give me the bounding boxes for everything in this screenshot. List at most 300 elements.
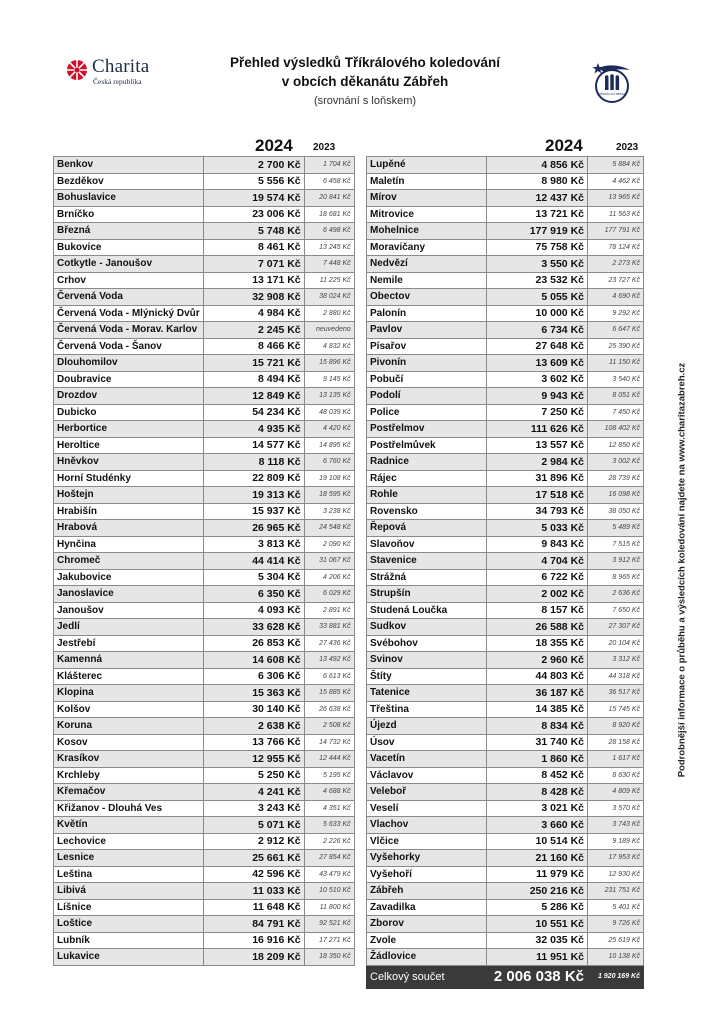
amount-2023: 20 841 Kč	[304, 190, 354, 207]
municipality-name: Janoslavice	[54, 586, 204, 603]
amount-2024: 7 071 Kč	[203, 256, 304, 273]
table-row	[54, 371, 355, 388]
amount-2024: 8 980 Kč	[487, 173, 588, 190]
amount-2024: 4 093 Kč	[203, 602, 304, 619]
amount-2023: 28 158 Kč	[588, 734, 644, 751]
table-row	[367, 817, 644, 834]
amount-2023: 13 245 Kč	[304, 239, 354, 256]
municipality-name: Janoušov	[54, 602, 204, 619]
municipality-name: Březná	[54, 223, 204, 240]
amount-2023: 23 727 Kč	[588, 272, 644, 289]
table-row	[54, 223, 355, 240]
amount-2023: 16 098 Kč	[588, 487, 644, 504]
amount-2024: 8 157 Kč	[487, 602, 588, 619]
table-row	[367, 784, 644, 801]
amount-2024: 3 243 Kč	[203, 800, 304, 817]
total-2023: 1 920 169 Kč	[588, 965, 644, 988]
amount-2023: 3 002 Kč	[588, 454, 644, 471]
amount-2024: 2 912 Kč	[203, 833, 304, 850]
municipality-name: Zavadilka	[367, 899, 487, 916]
amount-2024: 6 306 Kč	[203, 668, 304, 685]
table-row	[367, 223, 644, 240]
table-row	[367, 602, 644, 619]
municipality-name: Bohuslavice	[54, 190, 204, 207]
amount-2024: 31 896 Kč	[487, 470, 588, 487]
amount-2023: 48 039 Kč	[304, 404, 354, 421]
municipality-name: Hrabová	[54, 520, 204, 537]
charita-logo	[66, 56, 156, 96]
municipality-name: Křemačov	[54, 784, 204, 801]
table-row	[367, 767, 644, 784]
amount-2023: 12 444 Kč	[304, 751, 354, 768]
amount-2024: 19 313 Kč	[203, 487, 304, 504]
amount-2023: 4 688 Kč	[304, 784, 354, 801]
amount-2023: 31 067 Kč	[304, 553, 354, 570]
amount-2024: 250 216 Kč	[487, 883, 588, 900]
table-row	[54, 602, 355, 619]
table-row	[54, 685, 355, 702]
amount-2024: 18 209 Kč	[203, 949, 304, 966]
total-label: Celkový součet	[367, 965, 487, 988]
trikralova-sbirka-seal-icon	[590, 60, 634, 104]
municipality-name: Krchleby	[54, 767, 204, 784]
table-row	[54, 701, 355, 718]
charita-logo-name: Charita	[92, 56, 150, 77]
municipality-name: Pobučí	[367, 371, 487, 388]
table-row	[54, 635, 355, 652]
municipality-name: Vlachov	[367, 817, 487, 834]
table-row	[54, 767, 355, 784]
amount-2023: 6 613 Kč	[304, 668, 354, 685]
amount-2023: 11 563 Kč	[588, 206, 644, 223]
table-row	[367, 173, 644, 190]
table-row	[54, 454, 355, 471]
municipality-name: Štíty	[367, 668, 487, 685]
amount-2023: 7 450 Kč	[588, 404, 644, 421]
table-row	[54, 520, 355, 537]
table-row	[54, 305, 355, 322]
municipality-name: Pivonín	[367, 355, 487, 372]
amount-2024: 13 171 Kč	[203, 272, 304, 289]
table-row	[367, 256, 644, 273]
table-row	[367, 668, 644, 685]
table-row	[54, 322, 355, 339]
right-year-current-header: 2024	[545, 136, 583, 155]
municipality-name: Dlouhomilov	[54, 355, 204, 372]
amount-2023: 14 895 Kč	[304, 437, 354, 454]
amount-2024: 31 740 Kč	[487, 734, 588, 751]
table-row	[367, 850, 644, 867]
amount-2024: 21 160 Kč	[487, 850, 588, 867]
municipality-name: Zábřeh	[367, 883, 487, 900]
amount-2024: 8 428 Kč	[487, 784, 588, 801]
amount-2024: 5 748 Kč	[203, 223, 304, 240]
amount-2023: 2 226 Kč	[304, 833, 354, 850]
amount-2023: 33 881 Kč	[304, 619, 354, 636]
amount-2024: 54 234 Kč	[203, 404, 304, 421]
amount-2024: 2 960 Kč	[487, 652, 588, 669]
municipality-name: Obectov	[367, 289, 487, 306]
table-row	[367, 437, 644, 454]
amount-2023: 44 318 Kč	[588, 668, 644, 685]
municipality-name: Rájec	[367, 470, 487, 487]
amount-2024: 5 055 Kč	[487, 289, 588, 306]
amount-2023: 6 029 Kč	[304, 586, 354, 603]
table-row	[54, 784, 355, 801]
amount-2024: 5 556 Kč	[203, 173, 304, 190]
table-row	[54, 239, 355, 256]
amount-2024: 4 984 Kč	[203, 305, 304, 322]
amount-2023: 5 401 Kč	[588, 899, 644, 916]
amount-2023: 6 760 Kč	[304, 454, 354, 471]
table-row	[367, 470, 644, 487]
amount-2023: 92 521 Kč	[304, 916, 354, 933]
amount-2023: 3 238 Kč	[304, 503, 354, 520]
amount-2023: 19 108 Kč	[304, 470, 354, 487]
amount-2023: 4 462 Kč	[588, 173, 644, 190]
amount-2023: 9 292 Kč	[588, 305, 644, 322]
amount-2024: 3 813 Kč	[203, 536, 304, 553]
amount-2023: 27 854 Kč	[304, 850, 354, 867]
amount-2024: 8 494 Kč	[203, 371, 304, 388]
amount-2023: 2 880 Kč	[304, 305, 354, 322]
amount-2023: 18 595 Kč	[304, 487, 354, 504]
amount-2024: 2 700 Kč	[203, 157, 304, 174]
municipality-name: Květín	[54, 817, 204, 834]
table-row	[54, 899, 355, 916]
municipality-name: Lubník	[54, 932, 204, 949]
amount-2024: 7 250 Kč	[487, 404, 588, 421]
amount-2023: 12 850 Kč	[588, 437, 644, 454]
amount-2024: 75 758 Kč	[487, 239, 588, 256]
amount-2023: 17 953 Kč	[588, 850, 644, 867]
amount-2024: 4 241 Kč	[203, 784, 304, 801]
amount-2023: 3 540 Kč	[588, 371, 644, 388]
amount-2024: 9 843 Kč	[487, 536, 588, 553]
table-row	[367, 206, 644, 223]
table-row	[367, 503, 644, 520]
municipality-name: Křižanov - Dlouhá Ves	[54, 800, 204, 817]
municipality-name: Zborov	[367, 916, 487, 933]
municipality-name: Červená Voda - Šanov	[54, 338, 204, 355]
municipality-name: Strážná	[367, 569, 487, 586]
amount-2024: 6 722 Kč	[487, 569, 588, 586]
municipality-name: Nedvězí	[367, 256, 487, 273]
amount-2024: 5 071 Kč	[203, 817, 304, 834]
amount-2023: 4 690 Kč	[588, 289, 644, 306]
municipality-name: Klopina	[54, 685, 204, 702]
table-row	[367, 685, 644, 702]
amount-2023: 8 630 Kč	[588, 767, 644, 784]
amount-2024: 32 035 Kč	[487, 932, 588, 949]
table-row	[54, 883, 355, 900]
municipality-name: Vyšehorky	[367, 850, 487, 867]
amount-2023: 231 751 Kč	[588, 883, 644, 900]
table-row	[367, 701, 644, 718]
municipality-name: Mírov	[367, 190, 487, 207]
municipality-name: Moravičany	[367, 239, 487, 256]
amount-2024: 4 704 Kč	[487, 553, 588, 570]
table-row	[367, 883, 644, 900]
amount-2024: 11 033 Kč	[203, 883, 304, 900]
municipality-name: Jestřebí	[54, 635, 204, 652]
amount-2023: 13 492 Kč	[304, 652, 354, 669]
amount-2024: 34 793 Kč	[487, 503, 588, 520]
amount-2024: 18 355 Kč	[487, 635, 588, 652]
amount-2023: 38 050 Kč	[588, 503, 644, 520]
amount-2024: 14 608 Kč	[203, 652, 304, 669]
municipality-name: Crhov	[54, 272, 204, 289]
amount-2023: 2 273 Kč	[588, 256, 644, 273]
municipality-name: Brníčko	[54, 206, 204, 223]
municipality-name: Úsov	[367, 734, 487, 751]
amount-2024: 17 518 Kč	[487, 487, 588, 504]
amount-2023: 27 436 Kč	[304, 635, 354, 652]
amount-2023: 1 617 Kč	[588, 751, 644, 768]
amount-2024: 5 286 Kč	[487, 899, 588, 916]
table-row	[54, 553, 355, 570]
table-row	[54, 421, 355, 438]
table-row	[367, 619, 644, 636]
table-row	[54, 850, 355, 867]
table-row	[367, 866, 644, 883]
table-row	[54, 487, 355, 504]
amount-2023: 7 650 Kč	[588, 602, 644, 619]
municipality-name: Hněvkov	[54, 454, 204, 471]
amount-2024: 5 304 Kč	[203, 569, 304, 586]
amount-2024: 3 021 Kč	[487, 800, 588, 817]
municipality-name: Loštice	[54, 916, 204, 933]
municipality-name: Kamenná	[54, 652, 204, 669]
side-note-website: Podrobnější informace o průběhu a výsledcích koledování najdete na www.charitazabreh.cz	[676, 362, 688, 778]
table-row	[54, 619, 355, 636]
municipality-name: Vlčice	[367, 833, 487, 850]
amount-2024: 32 908 Kč	[203, 289, 304, 306]
table-row	[367, 454, 644, 471]
table-row	[54, 157, 355, 174]
municipality-name: Radnice	[367, 454, 487, 471]
municipality-name: Žádlovice	[367, 949, 487, 966]
amount-2023: 8 965 Kč	[588, 569, 644, 586]
table-row	[367, 569, 644, 586]
municipality-name: Postřelmov	[367, 421, 487, 438]
amount-2024: 26 588 Kč	[487, 619, 588, 636]
table-row	[367, 289, 644, 306]
municipality-name: Tatenice	[367, 685, 487, 702]
amount-2024: 33 628 Kč	[203, 619, 304, 636]
table-row	[367, 322, 644, 339]
table-row	[367, 718, 644, 735]
amount-2024: 11 951 Kč	[487, 949, 588, 966]
amount-2024: 3 602 Kč	[487, 371, 588, 388]
amount-2023: 108 402 Kč	[588, 421, 644, 438]
amount-2023: 7 515 Kč	[588, 536, 644, 553]
total-row	[367, 965, 644, 988]
municipality-name: Drozdov	[54, 388, 204, 405]
amount-2024: 9 943 Kč	[487, 388, 588, 405]
municipality-name: Slavoňov	[367, 536, 487, 553]
table-row	[54, 668, 355, 685]
amount-2023: 18 681 Kč	[304, 206, 354, 223]
amount-2023: 2 090 Kč	[304, 536, 354, 553]
amount-2024: 14 577 Kč	[203, 437, 304, 454]
amount-2024: 13 766 Kč	[203, 734, 304, 751]
table-row	[367, 833, 644, 850]
amount-2024: 2 245 Kč	[203, 322, 304, 339]
amount-2024: 22 809 Kč	[203, 470, 304, 487]
amount-2024: 5 250 Kč	[203, 767, 304, 784]
table-row	[367, 520, 644, 537]
municipality-name: Postřelmůvek	[367, 437, 487, 454]
municipality-name: Pavlov	[367, 322, 487, 339]
amount-2023: 18 350 Kč	[304, 949, 354, 966]
table-row	[54, 470, 355, 487]
amount-2023: 1 704 Kč	[304, 157, 354, 174]
table-row	[367, 305, 644, 322]
amount-2023: neuvedeno	[304, 322, 354, 339]
table-row	[367, 239, 644, 256]
municipality-name: Horní Studénky	[54, 470, 204, 487]
charita-cross-icon	[66, 59, 88, 81]
table-row	[367, 734, 644, 751]
amount-2023: 25 390 Kč	[588, 338, 644, 355]
results-table-left	[53, 156, 355, 966]
municipality-name: Studená Loučka	[367, 602, 487, 619]
amount-2023: 6 498 Kč	[304, 223, 354, 240]
amount-2023: 9 145 Kč	[304, 371, 354, 388]
municipality-name: Bezděkov	[54, 173, 204, 190]
amount-2023: 26 638 Kč	[304, 701, 354, 718]
amount-2023: 6 458 Kč	[304, 173, 354, 190]
municipality-name: Koruna	[54, 718, 204, 735]
municipality-name: Nemile	[367, 272, 487, 289]
municipality-name: Bukovice	[54, 239, 204, 256]
municipality-name: Police	[367, 404, 487, 421]
amount-2024: 27 648 Kč	[487, 338, 588, 355]
left-year-previous-header: 2023	[313, 142, 336, 153]
municipality-name: Svinov	[367, 652, 487, 669]
amount-2023: 6 647 Kč	[588, 322, 644, 339]
amount-2024: 44 414 Kč	[203, 553, 304, 570]
amount-2023: 3 912 Kč	[588, 553, 644, 570]
table-row	[54, 916, 355, 933]
amount-2024: 2 984 Kč	[487, 454, 588, 471]
municipality-name: Sudkov	[367, 619, 487, 636]
municipality-name: Palonín	[367, 305, 487, 322]
table-row	[367, 932, 644, 949]
table-row	[367, 388, 644, 405]
municipality-name: Hynčina	[54, 536, 204, 553]
table-row	[54, 569, 355, 586]
municipality-name: Hrabišín	[54, 503, 204, 520]
table-row	[54, 800, 355, 817]
amount-2023: 13 965 Kč	[588, 190, 644, 207]
table-row	[54, 404, 355, 421]
amount-2024: 30 140 Kč	[203, 701, 304, 718]
table-row	[54, 388, 355, 405]
table-row	[54, 718, 355, 735]
amount-2024: 13 721 Kč	[487, 206, 588, 223]
amount-2024: 111 626 Kč	[487, 421, 588, 438]
municipality-name: Dubicko	[54, 404, 204, 421]
municipality-name: Benkov	[54, 157, 204, 174]
amount-2023: 15 896 Kč	[304, 355, 354, 372]
amount-2024: 12 437 Kč	[487, 190, 588, 207]
table-row	[367, 536, 644, 553]
amount-2024: 10 551 Kč	[487, 916, 588, 933]
table-row	[367, 157, 644, 174]
amount-2024: 13 557 Kč	[487, 437, 588, 454]
table-row	[367, 553, 644, 570]
table-row	[54, 652, 355, 669]
amount-2023: 3 312 Kč	[588, 652, 644, 669]
amount-2023: 2 891 Kč	[304, 602, 354, 619]
charita-logo-subtitle: Česká republika	[93, 77, 142, 86]
amount-2024: 2 002 Kč	[487, 586, 588, 603]
amount-2024: 4 856 Kč	[487, 157, 588, 174]
amount-2024: 6 734 Kč	[487, 322, 588, 339]
municipality-name: Podolí	[367, 388, 487, 405]
table-row	[54, 817, 355, 834]
table-row	[54, 503, 355, 520]
amount-2023: 3 570 Kč	[588, 800, 644, 817]
table-row	[54, 949, 355, 966]
table-row	[367, 338, 644, 355]
table-row	[367, 949, 644, 966]
municipality-name: Rohle	[367, 487, 487, 504]
amount-2023: 25 619 Kč	[588, 932, 644, 949]
amount-2024: 23 532 Kč	[487, 272, 588, 289]
table-row	[367, 916, 644, 933]
table-row	[54, 190, 355, 207]
amount-2024: 6 350 Kč	[203, 586, 304, 603]
amount-2023: 3 743 Kč	[588, 817, 644, 834]
amount-2023: 28 739 Kč	[588, 470, 644, 487]
amount-2024: 25 661 Kč	[203, 850, 304, 867]
municipality-name: Písařov	[367, 338, 487, 355]
amount-2024: 12 955 Kč	[203, 751, 304, 768]
amount-2024: 15 721 Kč	[203, 355, 304, 372]
right-year-previous-header: 2023	[616, 142, 639, 153]
amount-2024: 44 803 Kč	[487, 668, 588, 685]
amount-2024: 84 791 Kč	[203, 916, 304, 933]
amount-2024: 15 937 Kč	[203, 503, 304, 520]
amount-2023: 24 548 Kč	[304, 520, 354, 537]
amount-2023: 7 448 Kč	[304, 256, 354, 273]
amount-2023: 36 517 Kč	[588, 685, 644, 702]
amount-2023: 11 150 Kč	[588, 355, 644, 372]
table-row	[54, 833, 355, 850]
amount-2023: 2 508 Kč	[304, 718, 354, 735]
left-year-current-header: 2024	[255, 136, 293, 155]
amount-2024: 19 574 Kč	[203, 190, 304, 207]
amount-2024: 15 363 Kč	[203, 685, 304, 702]
amount-2024: 16 916 Kč	[203, 932, 304, 949]
municipality-name: Řepová	[367, 520, 487, 537]
amount-2024: 177 919 Kč	[487, 223, 588, 240]
amount-2024: 8 834 Kč	[487, 718, 588, 735]
table-row	[367, 404, 644, 421]
amount-2023: 9 726 Kč	[588, 916, 644, 933]
amount-2023: 43 479 Kč	[304, 866, 354, 883]
amount-2023: 9 189 Kč	[588, 833, 644, 850]
municipality-name: Libivá	[54, 883, 204, 900]
page-title-line2: v obcích děkanátu Zábřeh	[281, 74, 449, 89]
amount-2023: 8 920 Kč	[588, 718, 644, 735]
amount-2023: 4 832 Kč	[304, 338, 354, 355]
table-row	[54, 586, 355, 603]
amount-2024: 1 860 Kč	[487, 751, 588, 768]
